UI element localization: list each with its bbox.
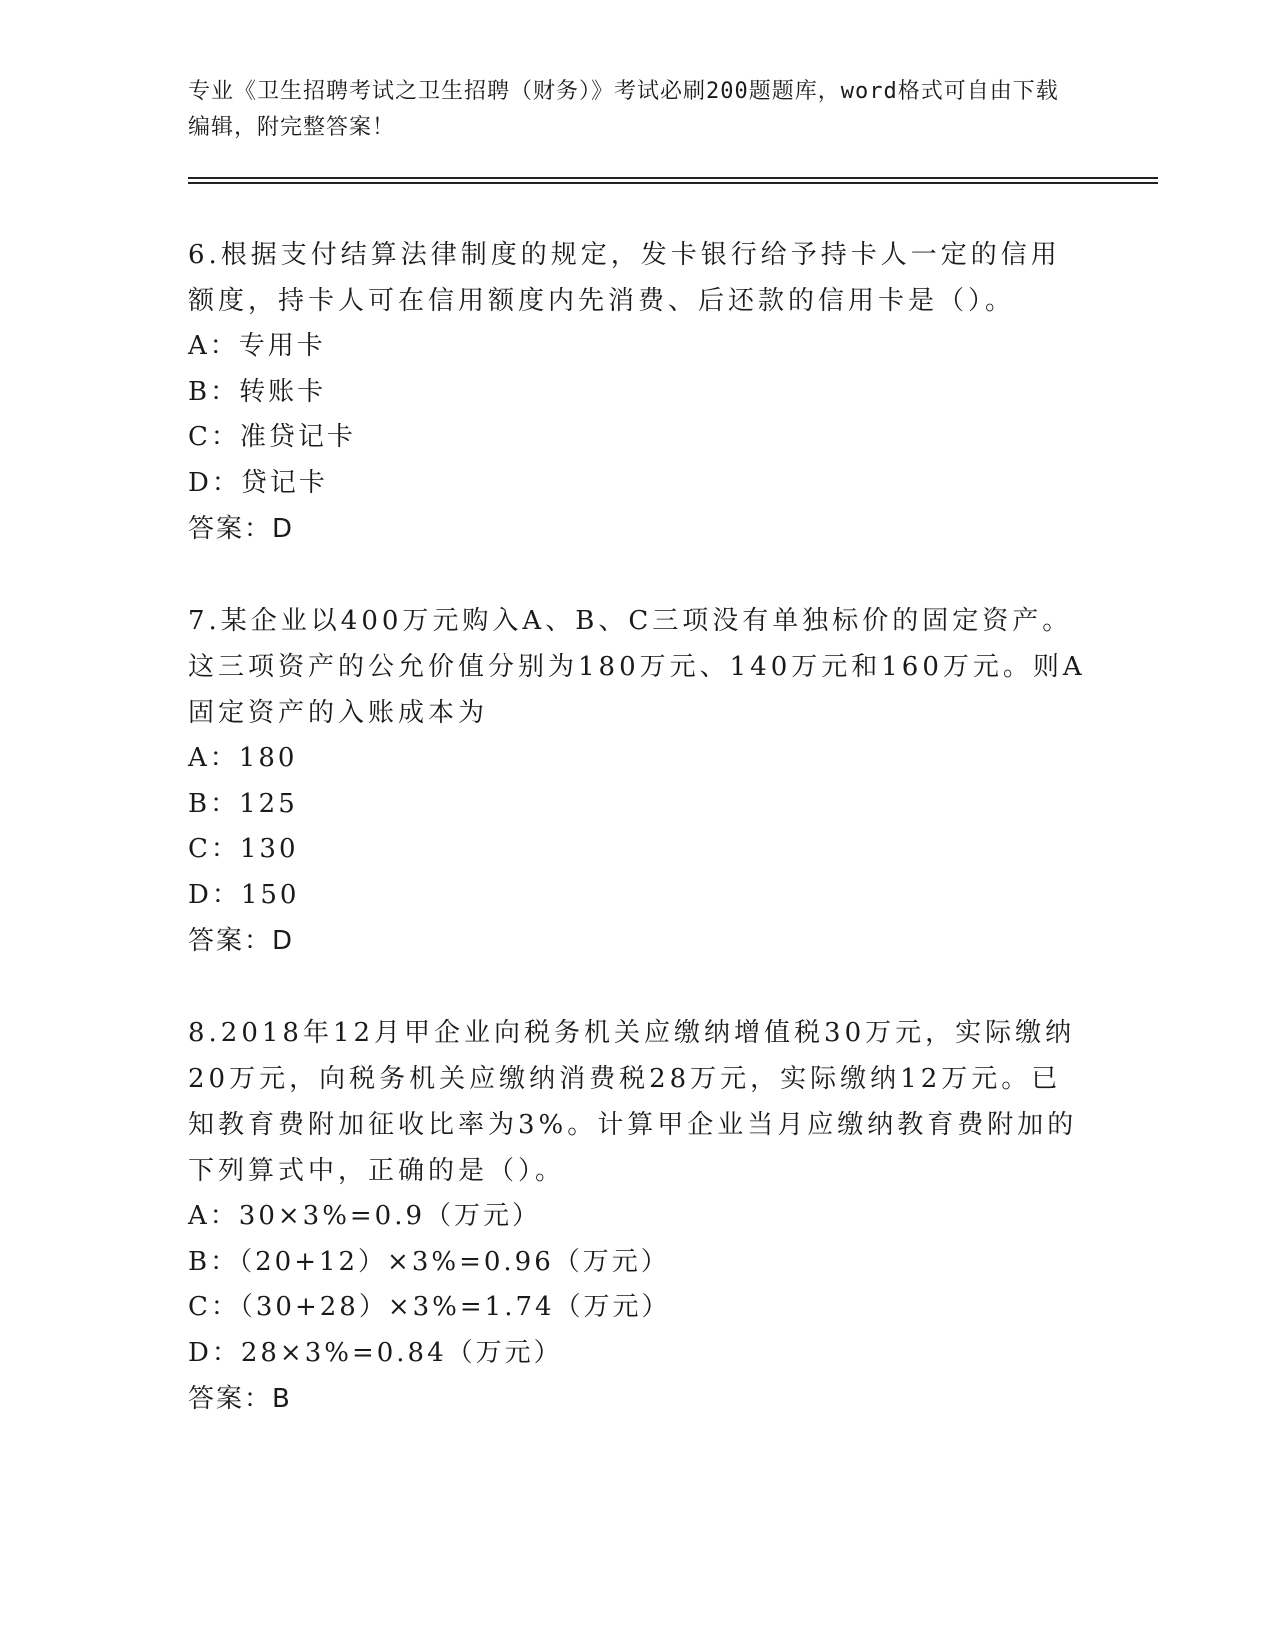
header-rule-top <box>188 177 1158 179</box>
option-c: C：（30+28）×3%=1.74（万元） <box>188 1292 671 1322</box>
header-rule-bottom <box>188 182 1158 184</box>
option-d: D：贷记卡 <box>188 467 328 498</box>
option-c: C：130 <box>188 834 299 864</box>
question-8 <box>188 1010 1088 1422</box>
question-stem: 7.某企业以400万元购入A、B、C三项没有单独标价的固定资产。这三项资产的公允价值分别为180万元、140万元和160万元。则A固定资产的入账成本为 <box>188 606 1086 728</box>
answer-line: 答案：D <box>188 926 295 956</box>
option-d: D：150 <box>188 879 300 910</box>
question-stem: 8.2018年12月甲企业向税务机关应缴纳增值税30万元，实际缴纳20万元，向税务机关应缴纳消费税28万元，实际缴纳12万元。已知教育费附加征收比率为3%。计算甲企业当月应缴纳教育费附加的下列算式中，正确的是（）。 <box>188 1018 1078 1186</box>
option-b: B：转账卡 <box>188 376 327 407</box>
option-d: D：28×3%=0.84（万元） <box>188 1337 563 1368</box>
option-b: B：（20+12）×3%=0.96（万元） <box>188 1246 670 1277</box>
question-6 <box>188 232 1088 552</box>
question-stem: 6.根据支付结算法律制度的规定，发卡银行给予持卡人一定的信用额度，持卡人可在信用额度内先消费、后还款的信用卡是（）。 <box>188 240 1061 316</box>
option-a: A：专用卡 <box>188 331 326 361</box>
document-header: 专业《卫生招聘考试之卫生招聘（财务）》考试必刷200题题库，word格式可自由下载编辑，附完整答案！ <box>188 79 1059 140</box>
option-a: A：180 <box>188 743 298 773</box>
option-c: C：准贷记卡 <box>188 422 356 452</box>
question-7 <box>188 598 1088 964</box>
option-a: A：30×3%=0.9（万元） <box>188 1201 542 1231</box>
answer-line: 答案：D <box>188 514 295 544</box>
option-b: B：125 <box>188 788 298 819</box>
answer-line: 答案：B <box>188 1384 292 1414</box>
